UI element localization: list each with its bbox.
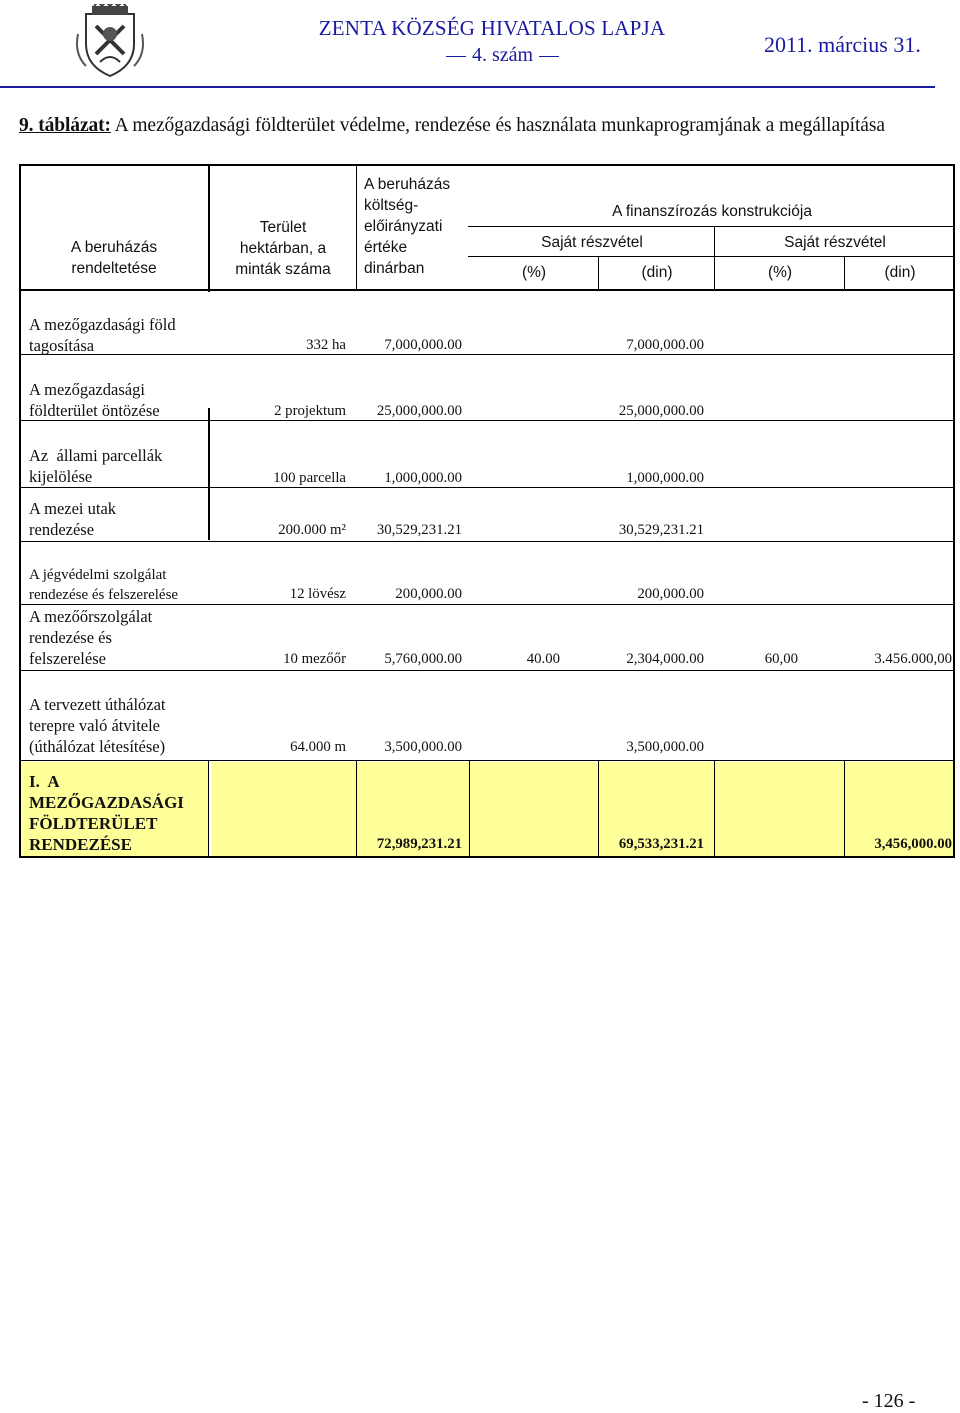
- row-label-line: terepre való átvitele: [29, 716, 161, 735]
- row-label: [29, 379, 160, 421]
- col-header-cost-l4: értéke: [364, 239, 408, 256]
- col-header-purpose-l2: rendeltetése: [71, 260, 157, 277]
- row-area: 100 parcella: [273, 470, 346, 486]
- total-label-line: RENDEZÉSE: [29, 835, 132, 854]
- row-label-line: A mezőgazdasági föld: [29, 315, 176, 334]
- row-cost: 1,000,000.00: [384, 470, 462, 486]
- row-din1: 1,000,000.00: [626, 470, 704, 486]
- issue-number: [440, 44, 565, 67]
- row-din1: 25,000,000.00: [618, 403, 704, 419]
- row-pct2: 60,00: [764, 651, 798, 667]
- total-label: [29, 771, 184, 855]
- col-header-area-l1: Terület: [259, 219, 307, 236]
- coat-of-arms-logo: [72, 4, 148, 80]
- table-caption-label: 9. táblázat:: [19, 115, 111, 136]
- col-header-cost-l5: dinárban: [364, 260, 425, 277]
- issue-date: 2011. március 31.: [764, 32, 921, 57]
- header-rule: [0, 86, 935, 88]
- col-header-din-1: (din): [641, 264, 673, 281]
- row-area: 12 lövész: [289, 586, 346, 602]
- row-din1: 30,529,231.21: [618, 522, 704, 538]
- row-din1: 7,000,000.00: [626, 337, 704, 353]
- row-cost: 5,760,000.00: [384, 651, 462, 667]
- row-cost: 30,529,231.21: [376, 522, 462, 538]
- dash-decoration: [539, 56, 559, 58]
- col-header-area-l3: minták száma: [235, 261, 331, 278]
- col-header-cost-l2: költség-: [364, 197, 419, 214]
- row-area: 332 ha: [306, 337, 346, 353]
- row-label-line: kijelölése: [29, 467, 93, 486]
- row-label-line: A mezőgazdasági: [29, 380, 145, 399]
- row-label: [29, 606, 152, 669]
- total-label-line: FÖLDTERÜLET: [29, 814, 158, 833]
- row-label: [29, 314, 176, 356]
- col-header-cost-l1: A beruházás: [364, 176, 451, 193]
- row-label-line: (úthálózat létesítése): [29, 737, 166, 756]
- row-label-line: A mezőőrszolgálat: [29, 607, 153, 626]
- row-label-line: tagosítása: [29, 336, 95, 355]
- col-header-pct-1: (%): [521, 264, 547, 281]
- col-header-area: [210, 217, 356, 280]
- row-label-line: A jégvédelmi szolgálat: [29, 567, 167, 583]
- total-cost: 72,989,231.21: [376, 836, 462, 852]
- row-area: 200.000 m²: [278, 522, 346, 538]
- row-area: 64.000 m: [290, 739, 346, 755]
- row-label: [29, 498, 116, 540]
- col-header-cost: [364, 174, 468, 279]
- row-area: 10 mezőőr: [283, 651, 346, 667]
- row-din2: 3.456.000,00: [874, 651, 952, 667]
- row-cost: 25,000,000.00: [376, 403, 462, 419]
- col-header-purpose: [20, 237, 208, 279]
- page-number: - 126 -: [862, 1390, 916, 1412]
- row-label-line: földterület öntözése: [29, 401, 160, 420]
- table-caption-text: A mezőgazdasági földterület védelme, rendezése és használata munkaprogramjának a megállapítása: [114, 115, 885, 136]
- issue-text: 4. szám: [472, 44, 534, 66]
- col-header-pct-2: (%): [767, 264, 793, 281]
- dash-decoration: [446, 56, 466, 58]
- row-label-line: rendezése és: [29, 628, 112, 647]
- row-label: [29, 565, 178, 605]
- col-header-area-l2: hektárban, a: [239, 240, 327, 257]
- row-pct1: 40.00: [526, 651, 560, 667]
- row-cost: 200,000.00: [395, 586, 462, 602]
- row-cost: 7,000,000.00: [384, 337, 462, 353]
- total-din1: 69,533,231.21: [618, 836, 704, 852]
- col-header-purpose-l1: A beruházás: [70, 239, 158, 256]
- row-label-line: felszerelése: [29, 649, 106, 668]
- total-label-line: I. A: [29, 772, 60, 791]
- row-label-line: A tervezett úthálózat: [29, 695, 166, 714]
- col-header-din-2: (din): [884, 264, 916, 281]
- total-din2: 3,456,000.00: [874, 836, 952, 852]
- row-area: 2 projektum: [274, 403, 346, 419]
- row-label-line: A mezei utak: [29, 499, 117, 518]
- publication-title: ZENTA KÖZSÉG HIVATALOS LAPJA: [318, 16, 666, 40]
- row-label-line: rendezése és felszerelése: [29, 587, 179, 603]
- row-din1: 3,500,000.00: [626, 739, 704, 755]
- row-din1: 2,304,000.00: [626, 651, 704, 667]
- row-label-line: Az állami parcellák: [29, 446, 163, 465]
- row-label: [29, 445, 162, 487]
- col-header-financing: A finanszírozás konstrukciója: [612, 203, 812, 220]
- row-label-line: rendezése: [29, 520, 95, 539]
- row-label: [29, 694, 166, 757]
- total-label-line: MEZŐGAZDASÁGI: [29, 793, 184, 812]
- col-header-cost-l3: előirányzati: [364, 218, 443, 235]
- col-header-own-1: Saját részvétel: [541, 234, 643, 251]
- row-cost: 3,500,000.00: [384, 739, 462, 755]
- table-caption: [19, 115, 885, 137]
- col-header-own-2: Saját részvétel: [784, 234, 886, 251]
- row-din1: 200,000.00: [637, 586, 704, 602]
